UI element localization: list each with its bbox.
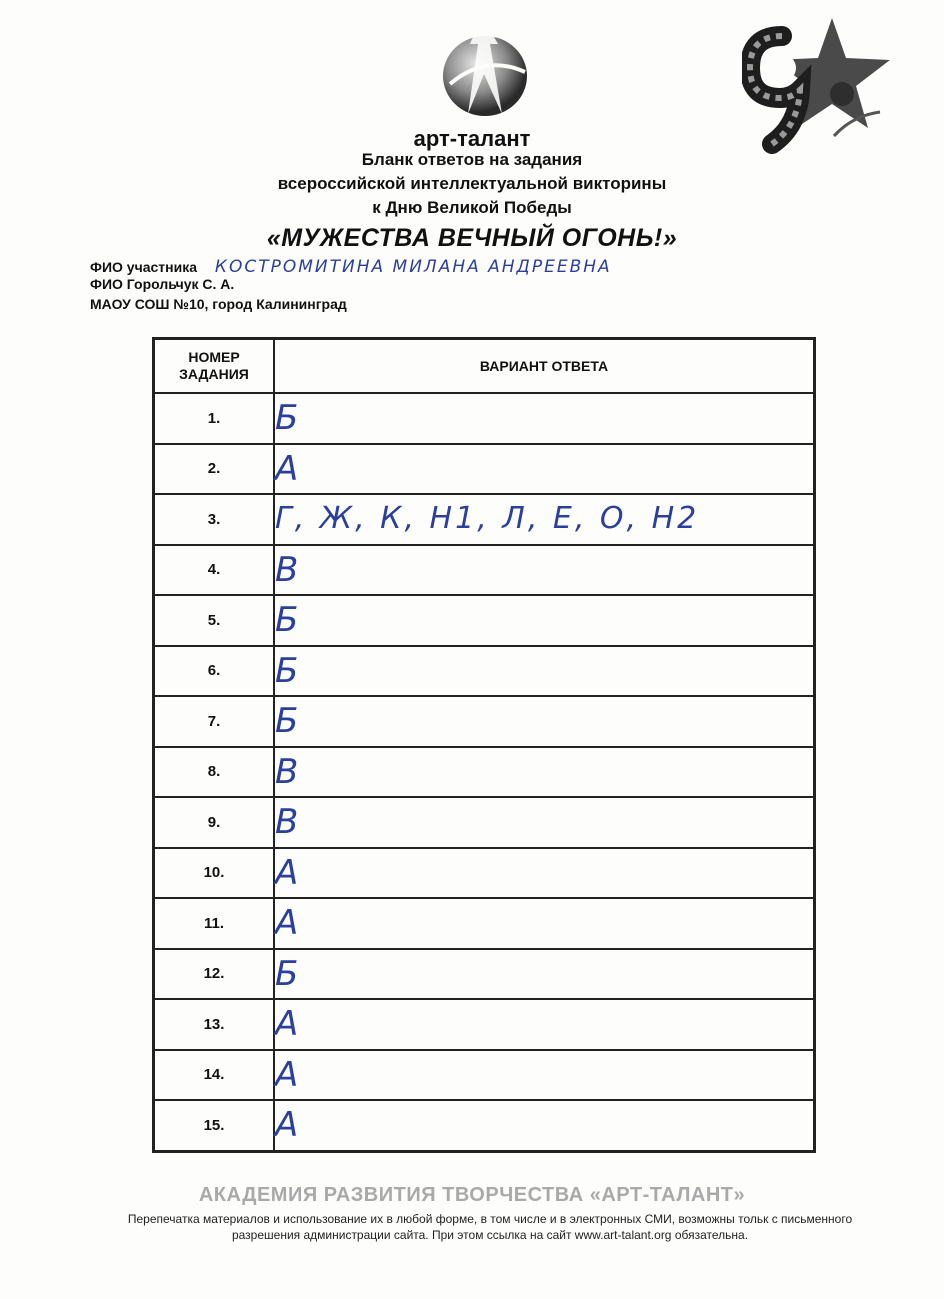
handwritten-answer: Г, Ж, К, Н1, Л, Е, О, Н2	[275, 501, 700, 537]
answers-table	[152, 337, 816, 1153]
handwritten-answer: А	[275, 1054, 299, 1095]
task-number: 14.	[155, 1051, 275, 1102]
answer-cell	[275, 899, 813, 950]
table-row	[155, 1051, 813, 1102]
answer-cell	[275, 798, 813, 849]
task-number: 11.	[155, 899, 275, 950]
form-heading-line-3: к Дню Великой Победы	[372, 198, 572, 217]
answers-table-header	[155, 340, 813, 394]
handwritten-answer: Б	[275, 701, 299, 742]
answer-cell	[275, 748, 813, 799]
column-header-task-number: НОМЕР ЗАДАНИЯ	[155, 340, 275, 394]
handwritten-answer: Б	[275, 398, 299, 439]
handwritten-answer: А	[275, 1105, 299, 1146]
task-number: 8.	[155, 748, 275, 799]
task-number: 9.	[155, 798, 275, 849]
handwritten-answer: Б	[275, 953, 299, 994]
task-number: 2.	[155, 445, 275, 496]
task-number: 6.	[155, 647, 275, 698]
answer-cell	[275, 697, 813, 748]
handwritten-answer: А	[275, 852, 299, 893]
answer-cell	[275, 445, 813, 496]
answer-cell	[275, 1101, 813, 1150]
answer-cell	[275, 546, 813, 597]
table-row	[155, 849, 813, 900]
form-heading-line-2: всероссийской интеллектуальной викторины	[277, 174, 667, 193]
task-number: 5.	[155, 596, 275, 647]
art-talant-logo	[440, 14, 530, 124]
table-row	[155, 748, 813, 799]
task-number: 12.	[155, 950, 275, 1001]
answer-cell	[275, 596, 813, 647]
footer-academy-name: АКАДЕМИЯ РАЗВИТИЯ ТВОРЧЕСТВА «АРТ-ТАЛАНТ»	[198, 1184, 746, 1206]
handwritten-answer: А	[275, 1004, 299, 1045]
task-number: 7.	[155, 697, 275, 748]
table-row	[155, 394, 813, 445]
handwritten-answer: А	[275, 448, 299, 489]
answer-cell	[275, 849, 813, 900]
task-number: 4.	[155, 546, 275, 597]
table-row	[155, 697, 813, 748]
quiz-title: «МУЖЕСТВА ВЕЧНЫЙ ОГОНЬ!»	[266, 224, 678, 252]
brand-name: арт-талант	[413, 126, 531, 151]
school-line: МАОУ СОШ №10, город Калининград	[90, 296, 347, 312]
task-number: 10.	[155, 849, 275, 900]
handwritten-answer: Б	[275, 650, 299, 691]
form-heading-line-1: Бланк ответов на задания	[361, 150, 583, 169]
participant-name: КОСТРОМИТИНА МИЛАНА АНДРЕЕВНА	[214, 257, 612, 277]
teacher-line: ФИО Горольчук С. А.	[90, 276, 235, 292]
task-number: 3.	[155, 495, 275, 546]
handwritten-answer: Б	[275, 600, 299, 641]
footer-copyright-note: Перепечатка материалов и использование их в любой форме, в том числе и в электронных СМИ, возможны тольк с письменного разрешения администрации сайта. При этом ссылка на сайт www.art-talant.org обязательна.	[127, 1212, 853, 1242]
answer-cell	[275, 394, 813, 445]
participant-line	[90, 257, 612, 277]
task-number: 15.	[155, 1101, 275, 1150]
task-number: 13.	[155, 1000, 275, 1051]
table-row	[155, 495, 813, 546]
handwritten-answer: В	[275, 802, 299, 843]
table-row	[155, 1101, 813, 1150]
answer-cell	[275, 950, 813, 1001]
table-row	[155, 647, 813, 698]
table-row	[155, 596, 813, 647]
answer-cell	[275, 647, 813, 698]
table-row	[155, 1000, 813, 1051]
table-row	[155, 950, 813, 1001]
table-row	[155, 546, 813, 597]
column-header-answer: ВАРИАНТ ОТВЕТА	[275, 340, 813, 394]
table-row	[155, 899, 813, 950]
answer-cell	[275, 495, 813, 546]
table-row	[155, 798, 813, 849]
handwritten-answer: В	[275, 751, 299, 792]
answer-cell	[275, 1000, 813, 1051]
table-row	[155, 445, 813, 496]
handwritten-answer: А	[275, 903, 299, 944]
handwritten-answer: В	[275, 549, 299, 590]
participant-label: ФИО участника	[90, 259, 197, 275]
task-number: 1.	[155, 394, 275, 445]
answer-cell	[275, 1051, 813, 1102]
